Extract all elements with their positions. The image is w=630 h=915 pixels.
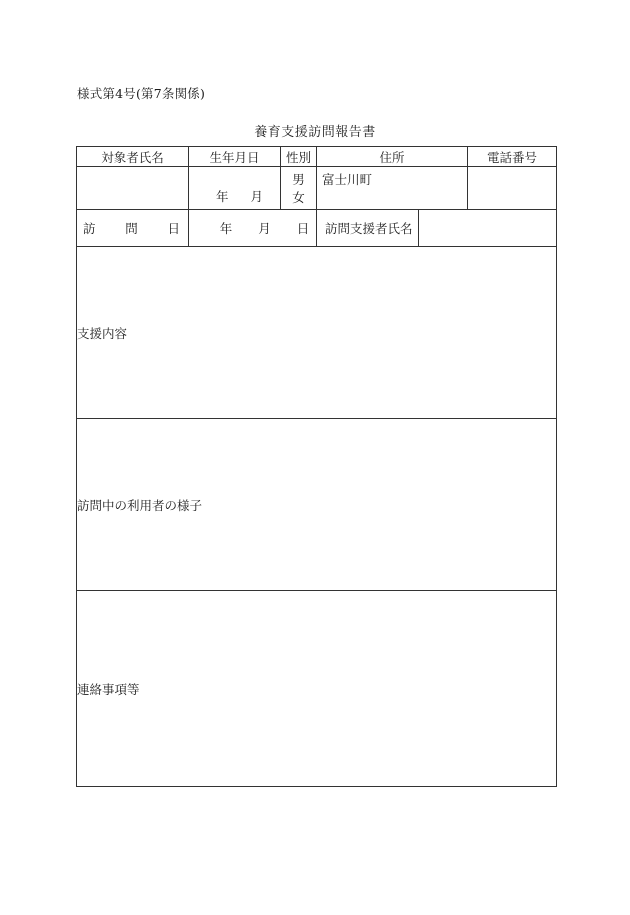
notes-label: 連絡事項等 [77, 681, 140, 697]
notes-section [77, 591, 557, 787]
visit-date-field[interactable] [189, 210, 317, 247]
visit-date-label-char-3: 日 [167, 221, 180, 236]
user-state-section [77, 419, 557, 591]
subject-row [77, 167, 557, 210]
address-value: 富士川町 [322, 172, 373, 187]
support-content-label: 支援内容 [77, 325, 128, 341]
support-content-section [77, 247, 557, 419]
support-content-field[interactable] [77, 247, 557, 419]
sex-field[interactable] [281, 167, 317, 210]
visit-month-label: 月 [258, 221, 271, 236]
subject-name-field[interactable] [77, 167, 189, 210]
notes-field[interactable] [77, 591, 557, 787]
page-title: 養育支援訪問報告書 [254, 125, 376, 140]
visit-row [77, 210, 557, 247]
birth-month-label: 月 [250, 189, 264, 204]
header-birthdate: 生年月日 [189, 147, 281, 167]
visit-date-label-cell [77, 210, 189, 247]
header-address: 住所 [317, 147, 468, 167]
visit-date-label-char-2: 問 [125, 221, 138, 236]
header-phone: 電話番号 [468, 147, 557, 167]
header-name: 対象者氏名 [77, 147, 189, 167]
visit-year-label: 年 [219, 221, 233, 236]
visit-day-label: 日 [296, 221, 310, 236]
visitor-name-field[interactable] [419, 210, 557, 247]
user-state-label: 訪問中の利用者の様子 [77, 497, 203, 513]
visit-date-label-char-1: 訪 [83, 221, 96, 236]
sex-male-option[interactable]: 男 [292, 172, 305, 187]
user-state-field[interactable] [77, 419, 557, 591]
birth-year-label: 年 [216, 189, 229, 204]
address-field[interactable] [317, 167, 468, 210]
phone-field[interactable] [468, 167, 557, 210]
birthdate-field[interactable] [189, 167, 281, 210]
header-sex: 性別 [281, 147, 317, 167]
visitor-name-label: 訪問支援者氏名 [317, 210, 419, 247]
header-row [77, 147, 557, 167]
form-code: 様式第4号(第7条関係) [77, 86, 206, 101]
sex-female-option[interactable]: 女 [292, 190, 305, 205]
report-form-table [76, 146, 557, 787]
